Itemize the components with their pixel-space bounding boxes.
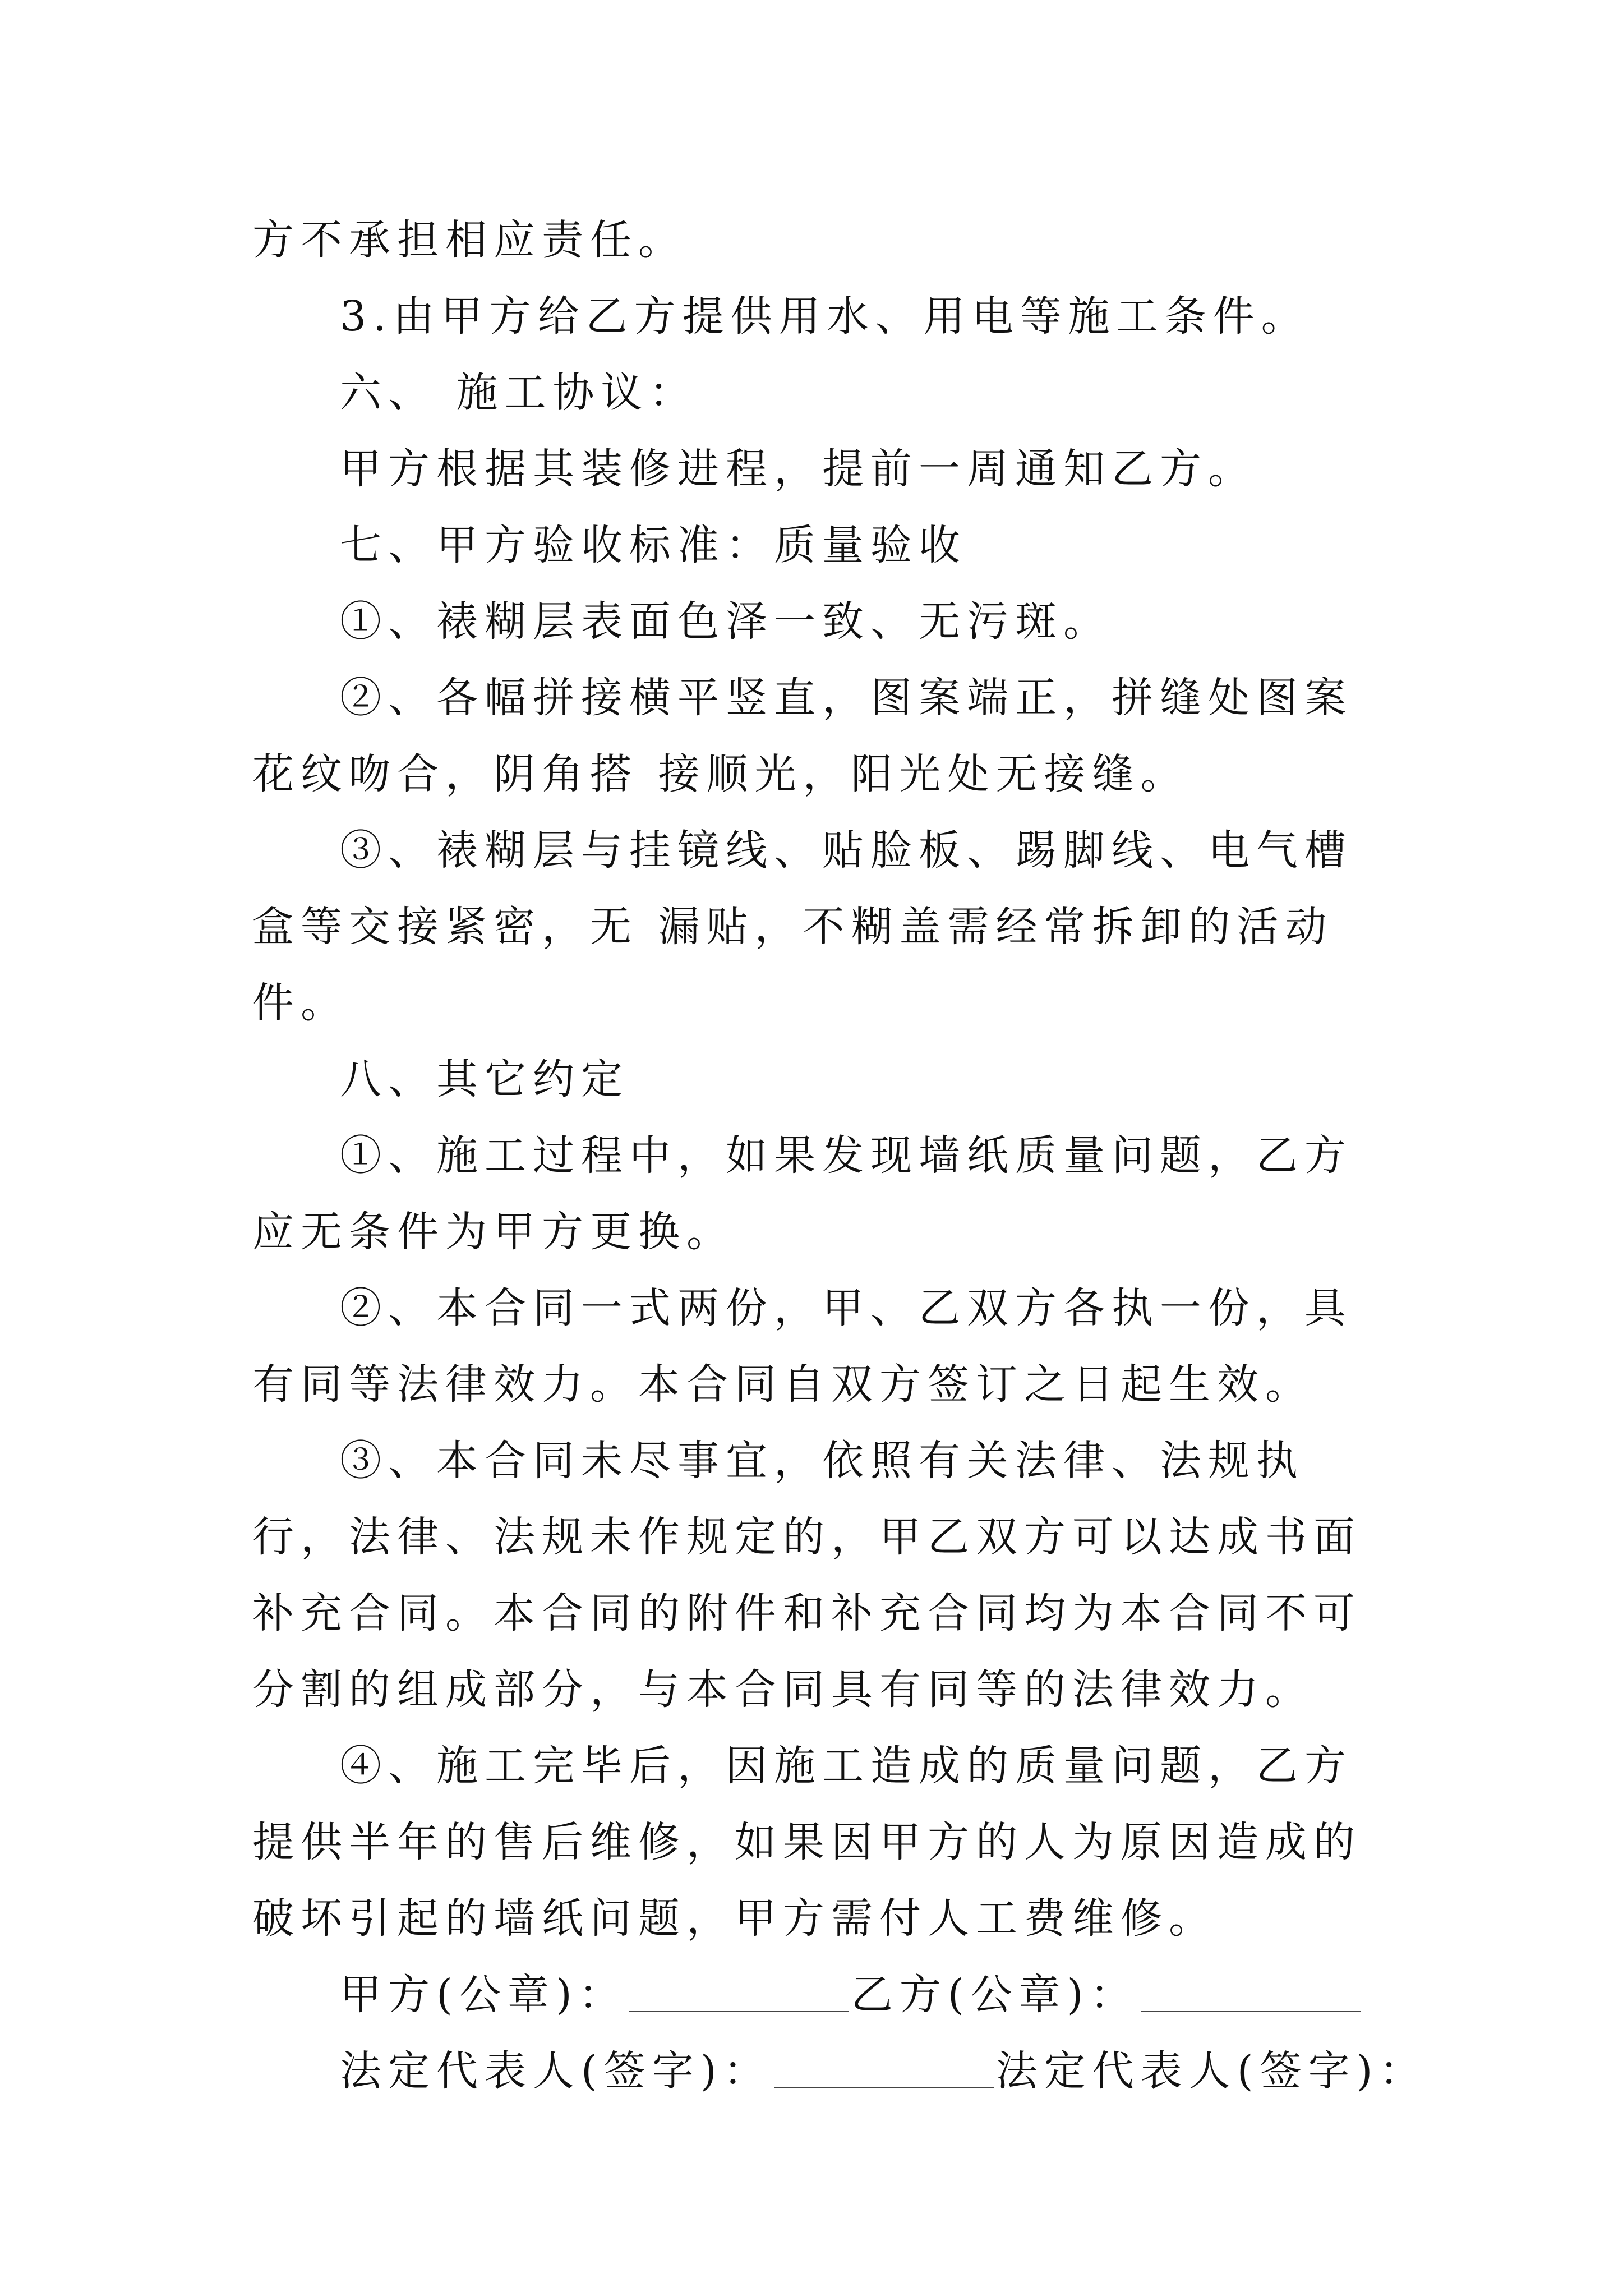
paragraph-8: ③、裱糊层与挂镜线、贴脸板、踢脚线、电气槽盒等交接紧密，无 漏贴，不糊盖需经常拆卸的活动件。 xyxy=(252,826,1353,1027)
section-heading-7: 七、甲方验收标准：质量验收 xyxy=(340,521,967,569)
paragraph-2: 3.由甲方给乙方提供用水、用电等施工条件。 xyxy=(340,292,1310,341)
rep-a-label: 法定代表人(签字)： xyxy=(340,2047,772,2095)
paragraph-12: ③、本合同未尽事宜，依照有关法律、法规执行，法律、法规未作规定的，甲乙双方可以达成书面补充合同。本合同的附件和补充合同均为本合同不可分割的组成部分，与本合同具有同等的法律效力。 xyxy=(252,1437,1362,1714)
paragraph-7: ②、各幅拼接横平竖直，图案端正，拼缝处图案花纹吻合，阴角搭 接顺光，阳光处无接缝。 xyxy=(252,674,1353,798)
contract-body xyxy=(252,202,1428,2109)
rep-a-blank xyxy=(774,2048,994,2088)
paragraph-1: 方不承担相应责任。 xyxy=(252,216,686,264)
party-b-seal-blank xyxy=(1141,1972,1361,2012)
section-heading-6: 六、 施工协议： xyxy=(340,369,698,417)
rep-b-label: 法定代表人(签字)： xyxy=(995,2047,1428,2095)
party-a-seal-blank xyxy=(629,1972,849,2012)
paragraph-10: ①、施工过程中，如果发现墙纸质量问题，乙方应无条件为甲方更换。 xyxy=(252,1131,1353,1256)
paragraph-13: ④、施工完毕后，因施工造成的质量问题，乙方提供半年的售后维修，如果因甲方的人为原因造成的破坏引起的墙纸问题，甲方需付人工费维修。 xyxy=(252,1742,1362,1943)
representative-signature-row xyxy=(252,2033,1428,2109)
paragraph-4: 甲方根据其装修进程，提前一周通知乙方。 xyxy=(340,445,1256,493)
party-b-seal-label: 乙方(公章)： xyxy=(851,1971,1138,2019)
party-a-seal-label: 甲方(公章)： xyxy=(340,1971,627,2019)
paragraph-6: ①、裱糊层表面色泽一致、无污斑。 xyxy=(340,597,1112,646)
seal-signature-row xyxy=(252,1957,1391,2033)
section-heading-8: 八、其它约定 xyxy=(340,1055,629,1103)
paragraph-11: ②、本合同一式两份，甲、乙双方各执一份，具有同等法律效力。本合同自双方签订之日起生效。 xyxy=(252,1284,1353,1409)
